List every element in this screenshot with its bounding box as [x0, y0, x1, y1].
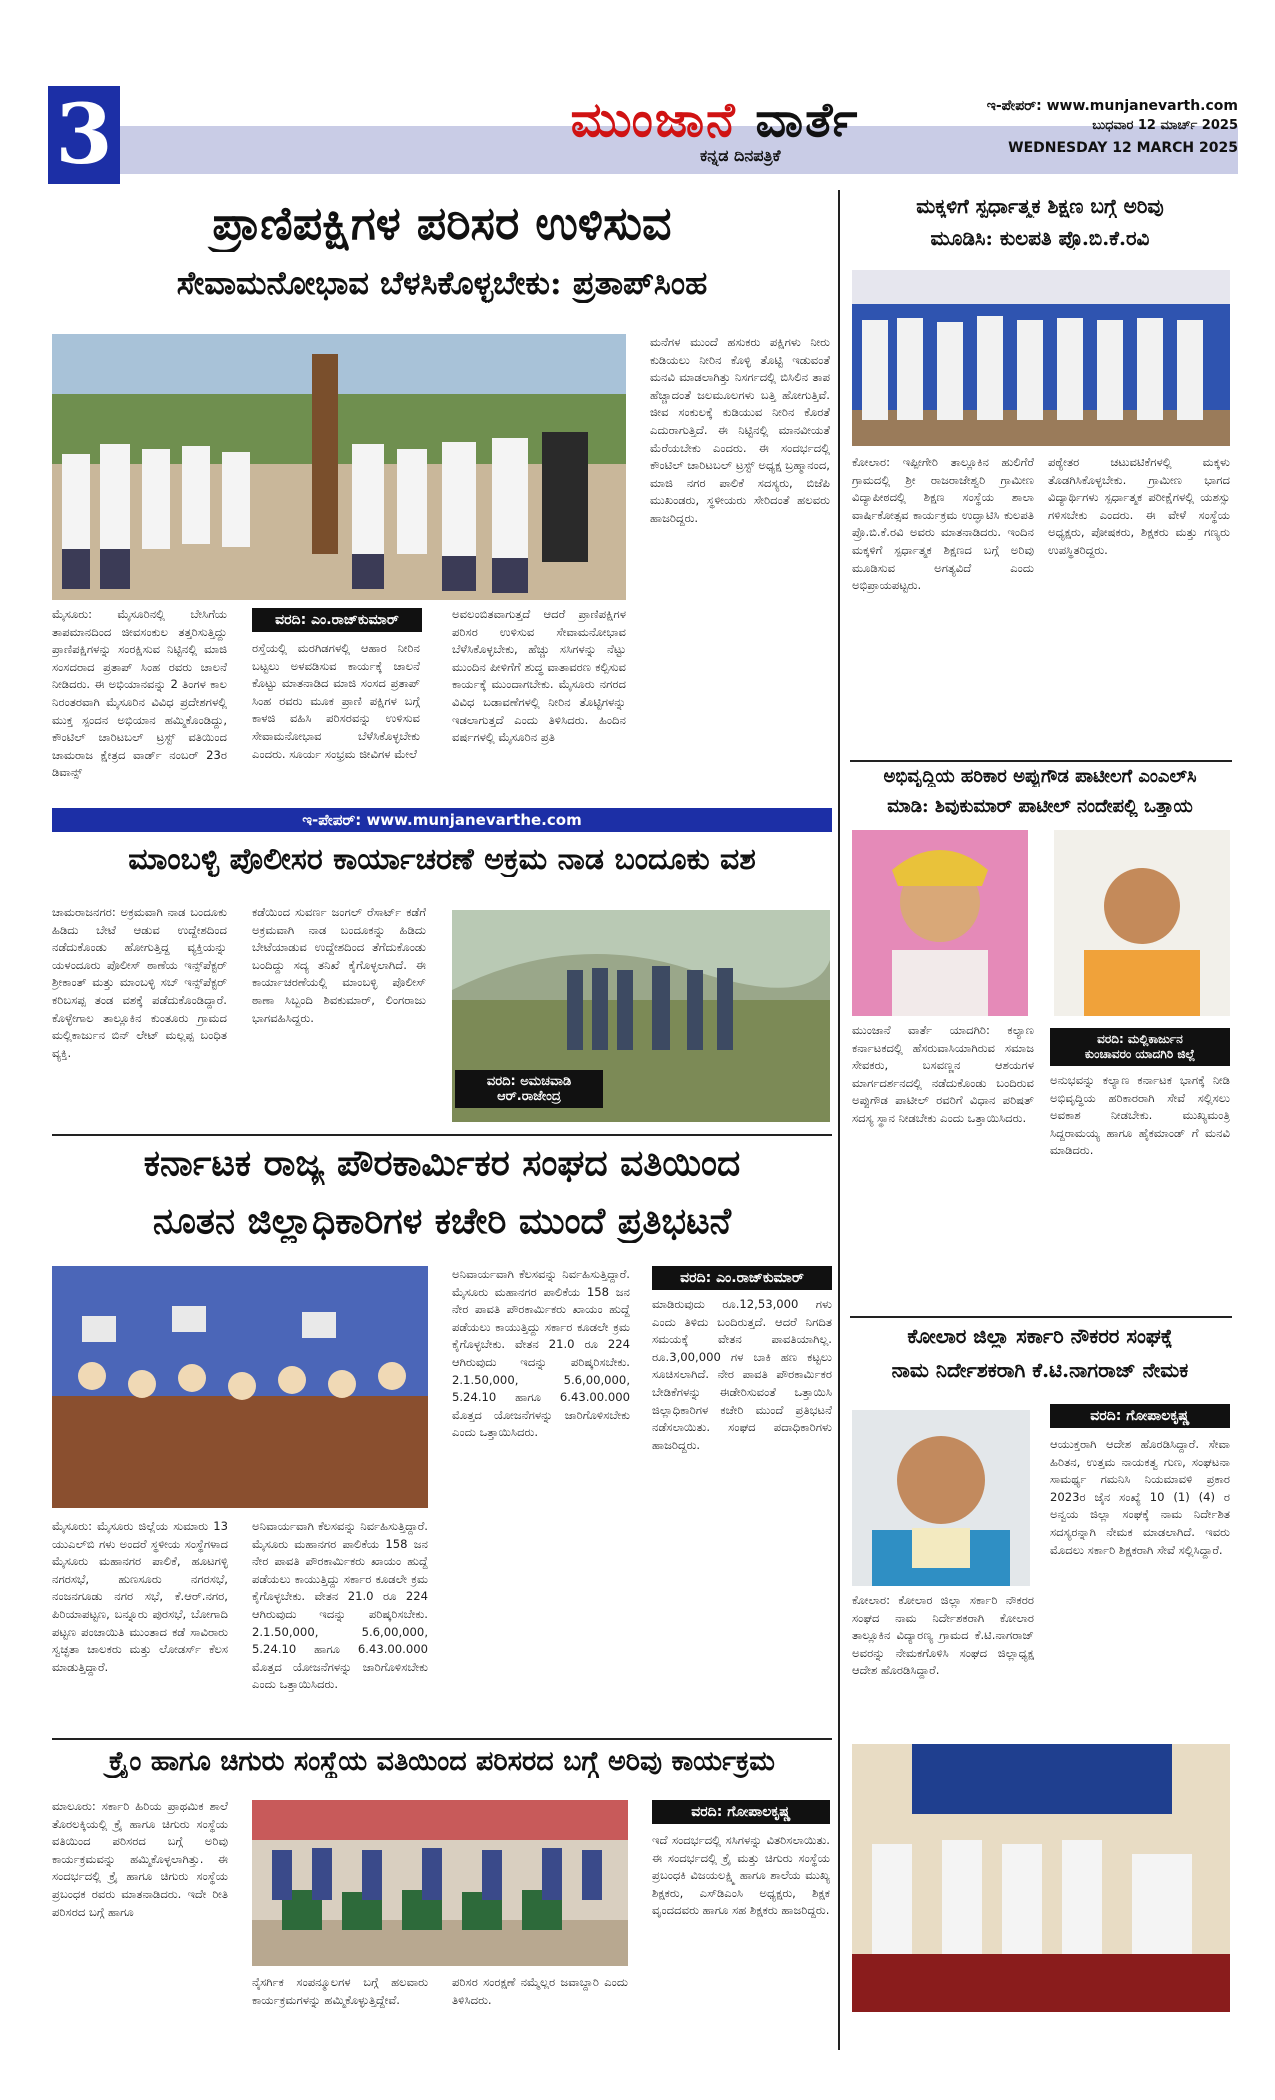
story1-headline-line2: ಸೇವಾಮನೋಭಾವ ಬೆಳಸಿಕೊಳ್ಳಬೇಕು: ಪ್ರತಾಪ್‌ಸಿಂಹ [176, 264, 708, 302]
story3-headline-line1: ಕರ್ನಾಟಕ ರಾಜ್ಯ ಪೌರಕಾರ್ಮಿಕರ ಸಂಘದ ವತಿಯಿಂದ [143, 1142, 741, 1184]
story7-headline-line2: ನಾಮ ನಿರ್ದೇಶಕರಾಗಿ ಕೆ.ಟಿ.ನಾಗರಾಜ್ ನೇಮಕ [891, 1358, 1189, 1382]
page-number: 3 [48, 86, 120, 184]
story6-column2: ಅನುಭವನ್ನು ಕಲ್ಯಾಣ ಕರ್ನಾಟಕ ಭಾಗಕ್ಕೆ ನೀಡಿ ಅಭಿವೃದ್ಧಿಯ ಹರಿಕಾರರಾಗಿ ಸೇವೆ ಸಲ್ಲಿಸಲು ಅವಕಾಶ ನೀಡಬೇಕು. ಮುಖ್ಯಮಂತ್ರಿ ಸಿದ್ದರಾಮಯ್ಯ ಹಾಗೂ ಹೈಕಮಾಂಡ್ ಗೆ ಮನವಿ ಮಾಡಿದರು. [1050, 1073, 1230, 1158]
story6-column1: ಮುಂಜಾನೆ ವಾರ್ತೆ ಯಾದಗಿರಿ: ಕಲ್ಯಾಣ ಕರ್ನಾಟಕದಲ್ಲಿ ಹೆಸರುವಾಸಿಯಾಗಿರುವ ಸಮಾಜ ಸೇವಕರು, ಬಸವಣ್ಣನ ಆಶಯಗಳ ಮಾರ್ಗದರ್ಶನದಲ್ಲಿ ನಡೆದುಕೊಂಡು ಬಂದಿರುವ ಅಪ್ಪುಗೌಡ ಪಾಟೀಲ್ ರವರಿಗೆ ವಿಧಾನ ಪರಿಷತ್ ಸದಸ್ಯ ಸ್ಥಾನ ನೀಡಬೇಕು ಎಂದು ಒತ್ತಾಯಿಸಿದರು. [852, 1023, 1034, 1125]
story3-column3: ಮಾಡಿರುವುದು ರೂ.12,53,000 ಗಳು ಎಂದು ತಿಳಿದು ಬಂದಿರುತ್ತದೆ. ಆದರೆ ನಿಗದಿತ ಸಮಯಕ್ಕೆ ವೇತನ ಪಾವತಿಯಾಗಿಲ್ಲ. ರೂ.3,00,000 ಗಳ ಬಾಕಿ ಹಣ ಕಟ್ಟಲು ಸೂಚಿಸಲಾಗಿದೆ. ನೇರ ಪಾವತಿ ಪೌರಕಾರ್ಮಿಕರ ಬೇಡಿಕೆಗಳನ್ನು ಈಡೇರಿಸುವಂತೆ ಒತ್ತಾಯಿಸಿ ಜಿಲ್ಲಾಧಿಕಾರಿಗಳ ಕಚೇರಿ ಮುಂದೆ ಪ್ರತಿಭಟನೆ ನಡೆಸಲಾಯಿತು. ಸಂಘದ ಪದಾಧಿಕಾರಿಗಳು ಹಾಜರಿದ್ದರು. [652, 1297, 832, 1452]
story2-byline [455, 1070, 603, 1108]
story2-byline-line1: ವರದಿ: ಅಮಚವಾಡಿ [486, 1074, 572, 1089]
story7-column1: ಆಯುಕ್ತರಾಗಿ ಆದೇಶ ಹೊರಡಿಸಿದ್ದಾರೆ. ಸೇವಾ ಹಿರಿತನ, ಉತ್ತಮ ನಾಯಕತ್ವ ಗುಣ, ಸಂಘಟನಾ ಸಾಮರ್ಥ್ಯ ಗಮನಿಸಿ ನಿಯಮಾವಳಿ ಪ್ರಕಾರ 2023ರ ಜೈನ ಸಂಖ್ಯೆ 10 (1) (4) ರ ಅನ್ವಯ ಜಿಲ್ಲಾ ಸಂಘಕ್ಕೆ ನಾಮ ನಿರ್ದೇಶಿತ ಸದಸ್ಯರನ್ನಾಗಿ ನೇಮಕ ಮಾಡಲಾಗಿದೆ. ಇವರು ಮೊದಲು ಸರ್ಕಾರಿ ಶಿಕ್ಷಕರಾಗಿ ಸೇವೆ ಸಲ್ಲಿಸಿದ್ದಾರೆ. [1050, 1437, 1230, 1557]
story4-caption2: ಪರಿಸರ ಸಂರಕ್ಷಣೆ ನಮ್ಮೆಲ್ಲರ ಜವಾಬ್ದಾರಿ ಎಂದು ತಿಳಿಸಿದರು. [452, 1975, 628, 2007]
story2-headline: ಮಾಂಬಳ್ಳಿ ಪೊಲೀಸರ ಕಾರ್ಯಾಚರಣೆ ಅಕ್ರಮ ನಾಡ ಬಂದೂಕು ವಶ [128, 842, 756, 877]
story5-photo [852, 270, 1230, 446]
story6-headline-line2: ಮಾಡಿ: ಶಿವುಕುಮಾರ್ ಪಾಟೀಲ್ ನಂದೇಪಲ್ಲಿ ಒತ್ತಾಯ [887, 796, 1193, 817]
story1-column3: ಅವಲಂಬಿತವಾಗುತ್ತದೆ ಆದರೆ ಪ್ರಾಣಿಪಕ್ಷಿಗಳ ಪರಿಸರ ಉಳಿಸುವ ಸೇವಾಮನೋಭಾವ ಬೆಳೆಸಿಕೊಳ್ಳಬೇಕು, ಹೆಚ್ಚು ಸಸಿಗಳನ್ನು ನೆಟ್ಟು ಮುಂದಿನ ಪೀಳಿಗೆಗೆ ಶುದ್ಧ ವಾತಾವರಣ ಕಲ್ಪಿಸುವ ಕಾರ್ಯಕ್ಕೆ ಮುಂದಾಗಬೇಕು. ಮೈಸೂರು ನಗರದ ವಿವಿಧ ಬಡಾವಣೆಗಳಲ್ಲಿ ನೀರಿನ ತೊಟ್ಟಿಗಳನ್ನು ಇಡಲಾಗುತ್ತದೆ ಎಂದು ತಿಳಿಸಿದರು. ಹಿಂದಿನ ವರ್ಷಗಳಲ್ಲಿ ಮೈಸೂರಿನ ಪ್ರತಿ [452, 607, 626, 745]
story6-headline-line1: ಅಭಿವೃದ್ಧಿಯ ಹರಿಕಾರ ಅಪ್ಪುಗೌಡ ಪಾಟೀಲಗೆ ಎಂಎಲ್‌ಸಿ [883, 766, 1197, 787]
title-part1: ಮುಂಜಾನೆ [570, 92, 737, 148]
epaper-strip[interactable]: ಇ-ಪೇಪರ್: www.munjanevarthe.com [52, 808, 832, 832]
story4-column1: ಮಾಲೂರು: ಸರ್ಕಾರಿ ಹಿರಿಯ ಪ್ರಾಥಮಿಕ ಶಾಲೆ ತೊರಲಕ್ಕಿಯಲ್ಲಿ ಕ್ರೈ ಹಾಗೂ ಚಿಗುರು ಸಂಸ್ಥೆಯ ವತಿಯಿಂದ ಪರಿಸರದ ಬಗ್ಗೆ ಅರಿವು ಕಾರ್ಯಕ್ರಮವನ್ನು ಹಮ್ಮಿಕೊಳ್ಳಲಾಗಿತ್ತು. ಈ ಸಂದರ್ಭದಲ್ಲಿ ಕ್ರೈ ಹಾಗೂ ಚಿಗುರು ಸಂಸ್ಥೆಯ ಪ್ರಬಂಧಕ ರವರು ಮಾತನಾಡಿದರು. ಇದೇ ರೀತಿ ಪರಿಸರದ ಬಗ್ಗೆ ಹಾಗೂ [52, 1799, 228, 1919]
story4-byline: ವರದಿ: ಗೋಪಾಲಕೃಷ್ಣ [652, 1800, 830, 1824]
epaper-link[interactable]: ಇ-ಪೇಪರ್: www.munjanevarth.com [928, 98, 1238, 116]
story3-column1: ಮೈಸೂರು: ಮೈಸೂರು ಜಿಲ್ಲೆಯ ಸುಮಾರು 13 ಯುಎಲ್‌ಬಿ ಗಳು ಅಂದರೆ ಸ್ಥಳೀಯ ಸಂಸ್ಥೆಗಳಾದ ಮೈಸೂರು ಮಹಾನಗರ ಪಾಲಿಕೆ, ಹೂಟಗಳ್ಳಿ ನಗರಸಭೆ, ಹುಣಸೂರು ನಗರಸಭೆ, ನಂಜನಗೂಡು ನಗರ ಸಭೆ, ಕೆ.ಆರ್.ನಗರ, ಪಿರಿಯಾಪಟ್ಟಣ, ಬನ್ನೂರು ಪುರಸಭೆ, ಬೋಗಾದಿ ಪಟ್ಟಣ ಪಂಚಾಯಿತಿ ಮುಂತಾದ ಕಡೆ ಸಾವಿರಾರು ಸ್ವಚ್ಛತಾ ಚಾಲಕರು ಮತ್ತು ಲೋಡರ್ಸ್ ಕೆಲಸ ಮಾಡುತ್ತಿದ್ದಾರೆ. [52, 1519, 228, 1674]
story6-photo-left [852, 830, 1028, 1016]
story4-photo [252, 1800, 628, 1966]
story1-column1: ಮೈಸೂರು: ಮೈಸೂರಿನಲ್ಲಿ ಬೇಸಿಗೆಯ ತಾಪಮಾನದಿಂದ ಜೀವಸಂಕುಲ ತತ್ತರಿಸುತ್ತಿದ್ದು ಪ್ರಾಣಿಪಕ್ಷಿಗಳನ್ನು ಸಂರಕ್ಷಿಸುವ ನಿಟ್ಟಿನಲ್ಲಿ ಮಾಜಿ ಸಂಸದರಾದ ಪ್ರತಾಪ್ ಸಿಂಹ ರವರು ಚಾಲನೆ ನೀಡಿದರು. ಈ ಅಭಿಯಾನವನ್ನು 2 ತಿಂಗಳ ಕಾಲ ನಿರಂತರವಾಗಿ ಮೈಸೂರಿನ ವಿವಿಧ ಪ್ರದೇಶಗಳಲ್ಲಿ ಮುಕ್ತ ಸ್ಪಂದನ ಅಭಿಯಾನ ಹಮ್ಮಿಕೊಂಡಿದ್ದು, ಕೌಂಟಿಲ್ ಚಾರಿಟಬಲ್ ಟ್ರಸ್ಟ್ ವತಿಯಿಂದ ಚಾಮರಾಜ ಕ್ಷೇತ್ರದ ವಾರ್ಡ್ ನಂಬರ್ 23ರ ಡಿವಾನ್ಸ್ [52, 607, 227, 780]
story3-column2: ಅನಿವಾರ್ಯವಾಗಿ ಕೆಲಸವನ್ನು ನಿರ್ವಹಿಸುತ್ತಿದ್ದಾರೆ. ಮೈಸೂರು ಮಹಾನಗರ ಪಾಲಿಕೆಯ 158 ಜನ ನೇರ ಪಾವತಿ ಪೌರಕಾರ್ಮಿಕರು ಖಾಯಂ ಹುದ್ದೆ ಪಡೆಯಲು ಕಾಯುತ್ತಿದ್ದು ಸರ್ಕಾರ ಕೂಡಲೇ ಕ್ರಮ ಕೈಗೊಳ್ಳಬೇಕು. ವೇತನ 21.0 ರೂ 224 ಆಗಿರುವುದು ಇದನ್ನು ಪರಿಷ್ಕರಿಸಬೇಕು. 2.1.50,000, 5.6,00,000, 5.24.10 ಹಾಗೂ 6.43.00.000 ಮೊತ್ತದ ಯೋಜನೆಗಳನ್ನು ಜಾರಿಗೊಳಿಸಬೇಕು ಎಂದು ಒತ್ತಾಯಿಸಿದರು. [252, 1519, 428, 1692]
story3-byline: ವರದಿ: ಎಂ.ರಾಜ್‌ಕುಮಾರ್ [652, 1266, 832, 1290]
divider [850, 760, 1232, 762]
story1-headline-line1: ಪ್ರಾಣಿಪಕ್ಷಿಗಳ ಪರಿಸರ ಉಳಿಸುವ [212, 196, 672, 250]
story4-column3: ಇದೆ ಸಂದರ್ಭದಲ್ಲಿ ಸಸಿಗಳನ್ನು ವಿತರಿಸಲಾಯಿತು. ಈ ಸಂದರ್ಭದಲ್ಲಿ ಕ್ರೈ ಮತ್ತು ಚಿಗುರು ಸಂಸ್ಥೆಯ ಪ್ರಬಂಧಕಿ ವಿಜಯಲಕ್ಷ್ಮಿ ಹಾಗೂ ಶಾಲೆಯ ಮುಖ್ಯ ಶಿಕ್ಷಕರು, ಎಸ್‌ಡಿಎಂಸಿ ಅಧ್ಯಕ್ಷರು, ಶಿಕ್ಷಕ ವೃಂದದವರು ಹಾಗೂ ಸಹ ಶಿಕ್ಷಕರು ಹಾಜರಿದ್ದರು. [652, 1833, 830, 1918]
divider [52, 1134, 832, 1136]
title-part2: ವಾರ್ತೆ [755, 92, 860, 148]
story4-caption: ನೈಸರ್ಗಿಕ ಸಂಪನ್ಮೂಲಗಳ ಬಗ್ಗೆ ಹಲವಾರು ಕಾರ್ಯಕ್ರಮಗಳನ್ನು ಹಮ್ಮಿಕೊಳ್ಳುತ್ತಿದ್ದೇವೆ. [252, 1975, 428, 2007]
story7-byline: ವರದಿ: ಗೋಪಾಲಕೃಷ್ಣ [1050, 1404, 1230, 1428]
story6-byline [1050, 1028, 1230, 1066]
divider [52, 1738, 832, 1740]
divider [850, 1316, 1232, 1318]
story5-column1: ಕೋಲಾರ: ಇಪ್ಪೀಗೇರಿ ತಾಲ್ಲೂಕಿನ ಹುಲಿಗೆರೆ ಗ್ರಾಮದಲ್ಲಿ ಶ್ರೀ ರಾಜರಾಜೇಶ್ವರಿ ಗ್ರಾಮೀಣ ವಿದ್ಯಾಪೀಠದಲ್ಲಿ ಶಿಕ್ಷಣ ಸಂಸ್ಥೆಯ ಶಾಲಾ ವಾರ್ಷಿಕೋತ್ಸವ ಕಾರ್ಯಕ್ರಮ ಉದ್ಘಾಟಿಸಿ ಕುಲಪತಿ ಪ್ರೊ.ಬಿ.ಕೆ.ರವಿ ಅವರು ಮಾತನಾಡಿದರು. ಇಂದಿನ ಮಕ್ಕಳಿಗೆ ಸ್ಪರ್ಧಾತ್ಮಕ ಶಿಕ್ಷಣದ ಬಗ್ಗೆ ಅರಿವು ಮೂಡಿಸುವ ಅಗತ್ಯವಿದೆ ಎಂದು ಅಭಿಪ್ರಾಯಪಟ್ಟರು. [852, 455, 1034, 593]
newspaper-title [535, 92, 895, 149]
story1-column2: ರಸ್ತೆಯಲ್ಲಿ ಮರಗಿಡಗಳಲ್ಲಿ ಆಹಾರ ನೀರಿನ ಬಟ್ಟಲು ಅಳವಡಿಸುವ ಕಾರ್ಯಕ್ಕೆ ಚಾಲನೆ ಕೊಟ್ಟು ಮಾತನಾಡಿದ ಮಾಜಿ ಸಂಸದ ಪ್ರತಾಪ್ ಸಿಂಹ ರವರು ಮೂಕ ಪ್ರಾಣಿ ಪಕ್ಷಿಗಳ ಬಗ್ಗೆ ಕಾಳಜಿ ವಹಿಸಿ ಪರಿಸರವನ್ನು ಉಳಿಸುವ ಸೇವಾಮನೋಭಾವ ಬೆಳೆಸಿಕೊಳ್ಳಬೇಕು ಎಂದರು. ಸೂರ್ಯ ಸಂಭ್ರಮ ಜೀವಿಗಳ ಮೇಲೆ [252, 641, 420, 761]
story5-headline-line1: ಮಕ್ಕಳಿಗೆ ಸ್ಪರ್ಧಾತ್ಮಕ ಶಿಕ್ಷಣ ಬಗ್ಗೆ ಅರಿವು [916, 194, 1164, 218]
story7-photo [852, 1410, 1030, 1586]
column-divider [838, 190, 840, 2050]
story3-photo [52, 1266, 428, 1508]
story1-photo [52, 334, 626, 600]
story3-headline-line2: ನೂತನ ಜಿಲ್ಲಾಧಿಕಾರಿಗಳ ಕಚೇರಿ ಮುಂದೆ ಪ್ರತಿಭಟನೆ [152, 1200, 732, 1242]
newspaper-subtitle: ಕನ್ನಡ ದಿನಪತ್ರಿಕೆ [700, 146, 781, 165]
story2-column2: ಕಡೆಯಿಂದ ಸುವರ್ಣ ಜಂಗಲ್ ರೆಸಾರ್ಟ್ ಕಡೆಗೆ ಅಕ್ರಮವಾಗಿ ನಾಡ ಬಂದೂಕನ್ನು ಹಿಡಿದು ಬೇಟೆಯಾಡುವ ಉದ್ದೇಶದಿಂದ ತೆಗೆದುಕೊಂಡು ಬಂದಿದ್ದು ಸದ್ಯ ತನಿಖೆ ಕೈಗೊಳ್ಳಲಾಗಿದೆ. ಈ ಕಾರ್ಯಾಚರಣೆಯಲ್ಲಿ ಮಾಂಬಳ್ಳಿ ಪೊಲೀಸ್ ಠಾಣಾ ಸಿಬ್ಬಂದಿ ಶಿವಕುಮಾರ್, ಲಿಂಗರಾಜು ಭಾಗವಹಿಸಿದ್ದರು. [252, 905, 426, 1025]
story2-column1: ಚಾಮರಾಜನಗರ: ಅಕ್ರಮವಾಗಿ ನಾಡ ಬಂದೂಕು ಹಿಡಿದು ಬೇಟೆ ಆಡುವ ಉದ್ದೇಶದಿಂದ ನಡೆದುಕೊಂಡು ಹೋಗುತ್ತಿದ್ದ ವ್ಯಕ್ತಿಯನ್ನು ಯಳಂದೂರು ಪೊಲೀಸ್ ಠಾಣೆಯ ಇನ್ಸ್‌ಪೆಕ್ಟರ್ ಶ್ರೀಕಾಂತ್ ಮತ್ತು ಮಾಂಬಳ್ಳಿ ಸಬ್ ಇನ್ಸ್‌ಪೆಕ್ಟರ್ ಕರಿಬಸಪ್ಪ ತಂಡ ವಶಕ್ಕೆ ಪಡೆದುಕೊಂಡಿದ್ದಾರೆ. ಕೊಳ್ಳೇಗಾಲ ತಾಲ್ಲೂಕಿನ ಕುಂತೂರು ಗ್ರಾಮದ ಮಲ್ಲಿಕಾರ್ಜುನ ಬಿನ್ ಲೇಟ್ ಮಲ್ಲಪ್ಪ ಬಂಧಿತ ವ್ಯಕ್ತಿ. [52, 905, 227, 1060]
story5-column2: ಪಠ್ಯೇತರ ಚಟುವಟಿಕೆಗಳಲ್ಲಿ ಮಕ್ಕಳು ತೊಡಗಿಸಿಕೊಳ್ಳಬೇಕು. ಗ್ರಾಮೀಣ ಭಾಗದ ವಿದ್ಯಾರ್ಥಿಗಳು ಸ್ಪರ್ಧಾತ್ಮಕ ಪರೀಕ್ಷೆಗಳಲ್ಲಿ ಯಶಸ್ಸು ಗಳಿಸಬೇಕು ಎಂದರು. ಈ ವೇಳೆ ಸಂಸ್ಥೆಯ ಅಧ್ಯಕ್ಷರು, ಪೋಷಕರು, ಶಿಕ್ಷಕರು ಮತ್ತು ಗಣ್ಯರು ಉಪಸ್ಥಿತರಿದ್ದರು. [1048, 455, 1230, 557]
story6-byline-line1: ವರದಿ: ಮಲ್ಲಿಕಾರ್ಜುನ [1097, 1032, 1183, 1046]
story7-event-photo [852, 1744, 1230, 2012]
story3-column2b: ಅನಿವಾರ್ಯವಾಗಿ ಕೆಲಸವನ್ನು ನಿರ್ವಹಿಸುತ್ತಿದ್ದಾರೆ. ಮೈಸೂರು ಮಹಾನಗರ ಪಾಲಿಕೆಯ 158 ಜನ ನೇರ ಪಾವತಿ ಪೌರಕಾರ್ಮಿಕರು ಖಾಯಂ ಹುದ್ದೆ ಪಡೆಯಲು ಕಾಯುತ್ತಿದ್ದು ಸರ್ಕಾರ ಕೂಡಲೇ ಕ್ರಮ ಕೈಗೊಳ್ಳಬೇಕು. ವೇತನ 21.0 ರೂ 224 ಆಗಿರುವುದು ಇದನ್ನು ಪರಿಷ್ಕರಿಸಬೇಕು. 2.1.50,000, 5.6,00,000, 5.24.10 ಹಾಗೂ 6.43.00.000 ಮೊತ್ತದ ಯೋಜನೆಗಳನ್ನು ಜಾರಿಗೊಳಿಸಬೇಕು ಎಂದು ಒತ್ತಾಯಿಸಿದರು. [452, 1267, 630, 1440]
story6-byline-line2: ಕುಂಚಾವರಂ ಯಾದಗಿರಿ ಜಿಲ್ಲೆ [1084, 1047, 1196, 1061]
story4-headline: ಕ್ರೈಂ ಹಾಗೂ ಚಿಗುರು ಸಂಸ್ಥೆಯ ವತಿಯಿಂದ ಪರಿಸರದ ಬಗ್ಗೆ ಅರಿವು ಕಾರ್ಯಕ್ರಮ [109, 1746, 775, 1777]
story1-byline: ವರದಿ: ಎಂ.ರಾಜ್‌ಕುಮಾರ್ [252, 608, 422, 632]
story7-headline-line1: ಕೋಲಾರ ಜಿಲ್ಲಾ ಸರ್ಕಾರಿ ನೌಕರರ ಸಂಘಕ್ಕೆ [907, 1324, 1173, 1348]
story1-column4: ಮನೆಗಳ ಮುಂದೆ ಹಸುಕರು ಪಕ್ಷಿಗಳು ನೀರು ಕುಡಿಯಲು ನೀರಿನ ಕೊಳ್ಳಿ ತೊಟ್ಟಿ ಇಡುವಂತೆ ಮನವಿ ಮಾಡಲಾಗಿತ್ತು ನಿಸರ್ಗದಲ್ಲಿ ಬಿಸಿಲಿನ ತಾಪ ಹೆಚ್ಚಾದಂತೆ ಜಲಮೂಲಗಳು ಬತ್ತಿ ಹೋಗುತ್ತಿವೆ. ಜೀವ ಸಂಕುಲಕ್ಕೆ ಕುಡಿಯುವ ನೀರಿನ ಕೊರತೆ ಎದುರಾಗುತ್ತಿದೆ. ಈ ನಿಟ್ಟಿನಲ್ಲಿ ಮಾನವೀಯತೆ ಮೆರೆಯಬೇಕು ಎಂದರು. ಈ ಸಂದರ್ಭದಲ್ಲಿ ಕೌಂಟಿಲ್ ಚಾರಿಟಬಲ್ ಟ್ರಸ್ಟ್ ಅಧ್ಯಕ್ಷ ಬ್ರಹ್ಮಾನಂದ, ಮಾಜಿ ನಗರ ಪಾಲಿಕೆ ಸದಸ್ಯರು, ಬಿಜೆಪಿ ಮುಖಂಡರು, ಸ್ಥಳೀಯರು ಸೇರಿದಂತೆ ಹಲವರು ಹಾಜರಿದ್ದರು. [650, 335, 830, 525]
story2-byline-line2: ಆರ್.ರಾಜೇಂದ್ರ [497, 1089, 561, 1104]
story5-headline-line2: ಮೂಡಿಸಿ: ಕುಲಪತಿ ಪ್ರೊ.ಬಿ.ಕೆ.ರವಿ [930, 226, 1150, 250]
story7-column2: ಕೋಲಾರ: ಕೋಲಾರ ಜಿಲ್ಲಾ ಸರ್ಕಾರಿ ನೌಕರರ ಸಂಘದ ನಾಮ ನಿರ್ದೇಶಕರಾಗಿ ಕೋಲಾರ ತಾಲ್ಲೂಕಿನ ವಿದ್ಯಾರಣ್ಯ ಗ್ರಾಮದ ಕೆ.ಟಿ.ನಾಗರಾಜ್ ಅವರನ್ನು ನೇಮಕಗೊಳಿಸಿ ಸಂಘದ ಜಿಲ್ಲಾಧ್ಯಕ್ಷ ಆದೇಶ ಹೊರಡಿಸಿದ್ದಾರೆ. [852, 1593, 1034, 1678]
story6-photo-right [1054, 830, 1230, 1016]
date-english: WEDNESDAY 12 MARCH 2025 [1008, 140, 1238, 156]
date-kannada: ಬುಧವಾರ 12 ಮಾರ್ಚ್ 2025 [1092, 118, 1238, 133]
